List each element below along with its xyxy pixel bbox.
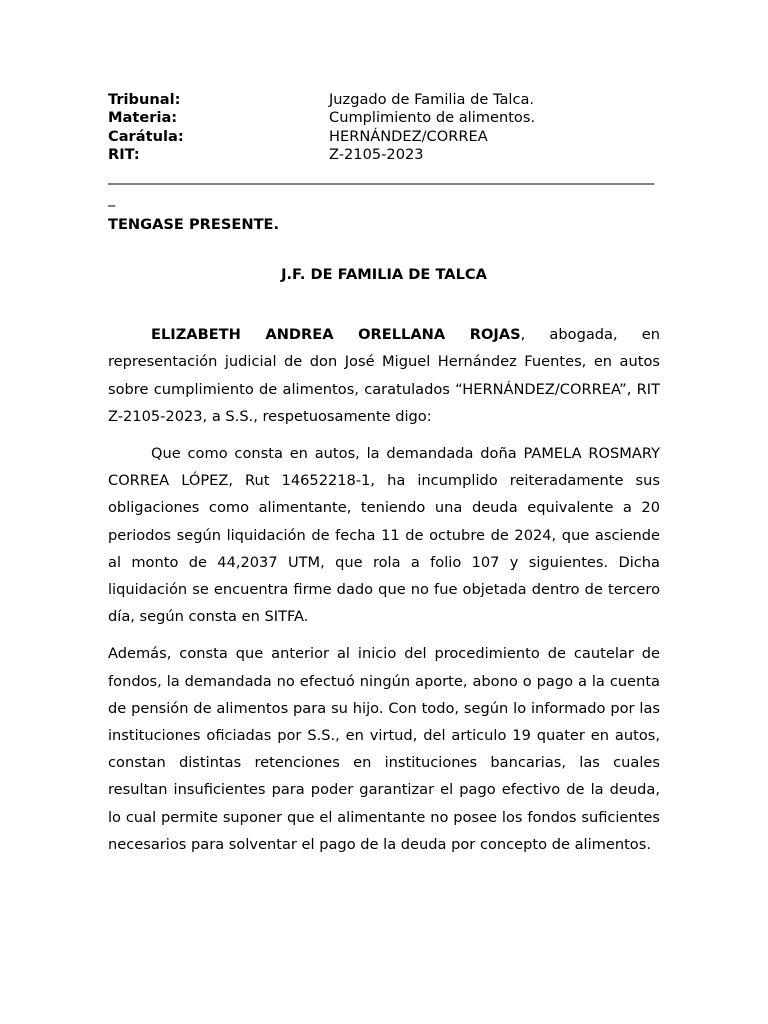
rit-value: Z-2105-2023	[329, 145, 424, 163]
materia-label: Materia:	[108, 109, 178, 127]
rit-label: RIT:	[108, 145, 140, 163]
paragraph-intro	[108, 321, 660, 430]
court-heading: J.F. DE FAMILIA DE TALCA	[281, 266, 487, 284]
separator-rule: _______________________________________________________________________________	[108, 168, 654, 208]
document-page	[108, 91, 660, 858]
paragraph-funds: Además, consta que anterior al inicio del procedimiento de cautelar de fondos, la demandada no efectuó ningún aporte, abono o pago a la cuenta de pensión de alimentos para su hijo. Con todo, según lo informado por las instituciones oficiadas por S.S., en virtud, del articulo 19 quater en autos, constan distintas retenciones en instituciones bancarias, las cuales resultan insuficientes para poder garantizar el pago efectivo de la deuda, lo cual permite suponer que el alimentante no posee los fondos suficientes necesarios para solventar el pago de la deuda por concepto de alimentos.	[108, 645, 660, 853]
caratula-value: HERNÁNDEZ/CORREA	[329, 127, 488, 145]
intro-text: , abogada, en representación judicial de don José Miguel Hernández Fuentes, en autos sobre cumplimiento de alimentos, caratulados “HERNÁNDEZ/CORREA”, RIT Z-2105-2023, a S.S., respetuosamente digo:	[108, 326, 660, 425]
caratula-label: Carátula:	[108, 127, 184, 145]
tribunal-value: Juzgado de Familia de Talca.	[329, 91, 535, 108]
case-header	[108, 91, 660, 164]
presente-heading: TENGASE PRESENTE.	[108, 216, 280, 234]
tribunal-label: Tribunal:	[108, 91, 181, 108]
paragraph-debt: Que como consta en autos, la demandada doña PAMELA ROSMARY CORREA LÓPEZ, Rut 14652218-1, ha incumplido reiteradamente sus obligaciones como alimentante, teniendo una deuda equivalente a 20 periodos según liquidación de fecha 11 de octubre de 2024, que asciende al monto de 44,2037 UTM, que rola a folio 107 y siguientes. Dicha liquidación se encuentra firme dado que no fue objetada dentro de tercero día, según consta en SITFA.	[108, 445, 660, 626]
materia-value: Cumplimiento de alimentos.	[329, 109, 536, 127]
lawyer-name: ELIZABETH ANDREA ORELLANA ROJAS	[151, 326, 521, 344]
